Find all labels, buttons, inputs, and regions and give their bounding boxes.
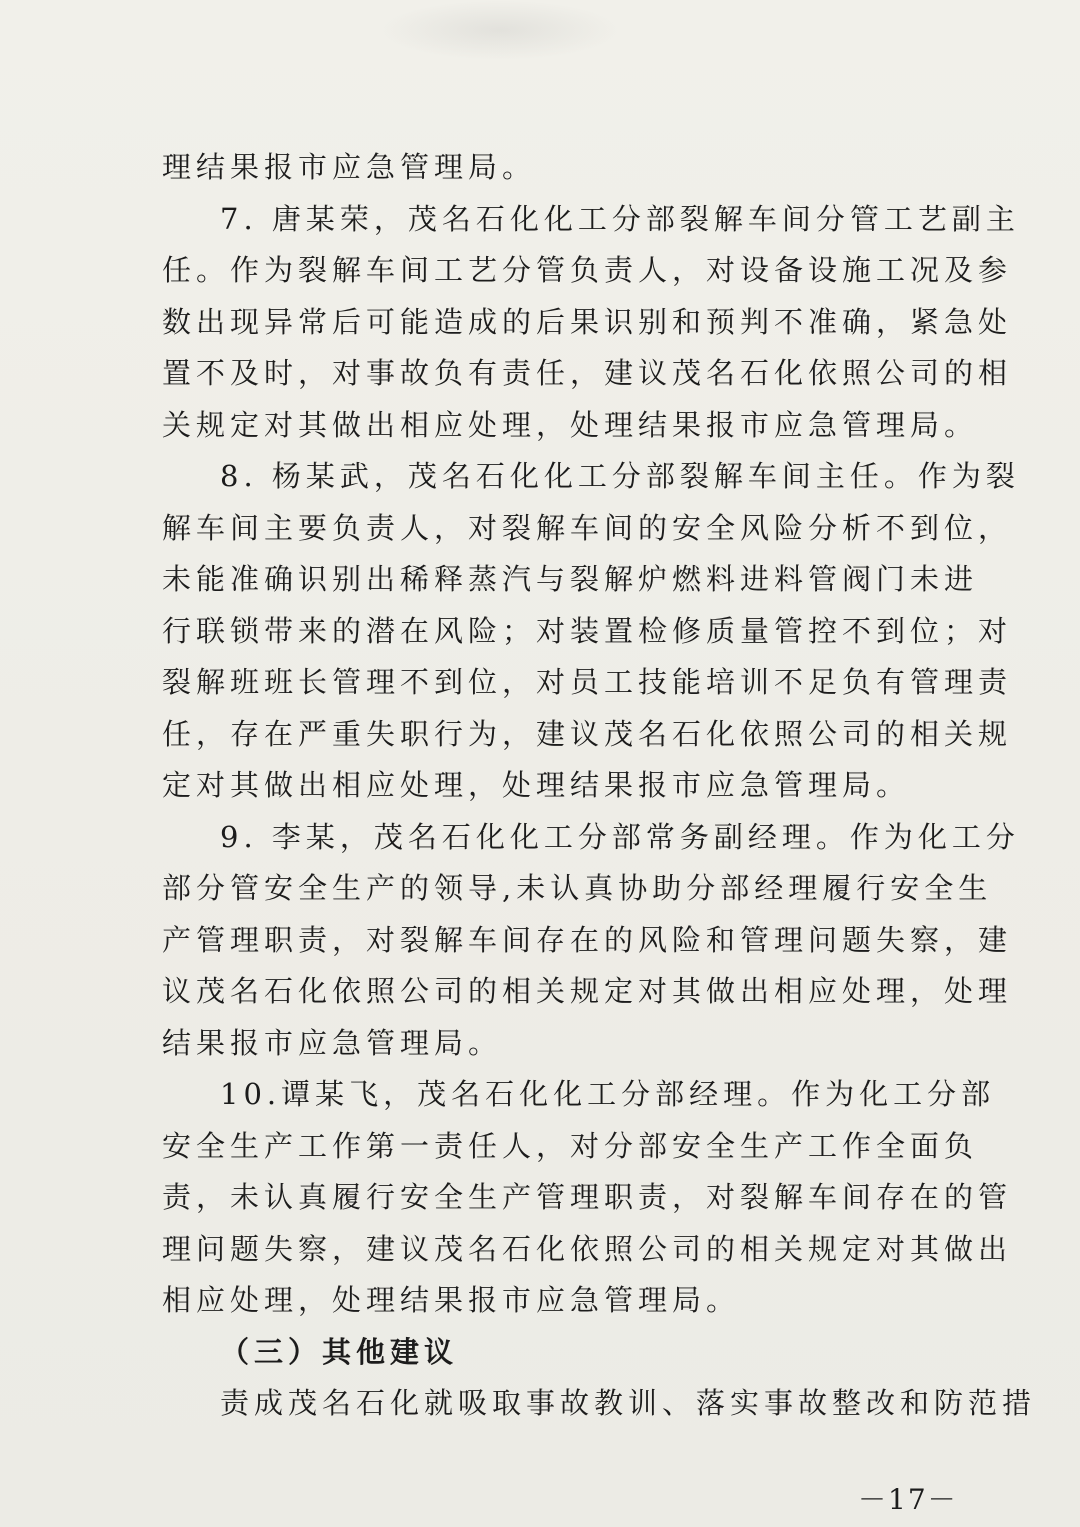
text-line: 责，未认真履行安全生产管理职责，对裂解车间存在的管 — [162, 1180, 1013, 1214]
text-line: 数出现异常后可能造成的后果识别和预判不准确，紧急处 — [162, 304, 1013, 339]
text-line: 任，存在严重失职行为，建议茂名石化依照公司的相关规 — [162, 716, 1013, 751]
text-line: 安全生产工作第一责任人，对分部安全生产工作全面负 — [162, 1128, 979, 1163]
text-line: 任。作为裂解车间工艺分管负责人，对设备设施工况及参 — [162, 253, 1013, 287]
page-number: －17－ — [858, 1483, 958, 1516]
text-line: 9. 李某，茂名石化化工分部常务副经理。作为化工分 — [220, 819, 1020, 854]
body-text — [162, 142, 1037, 1430]
text-line: 8. 杨某武，茂名石化化工分部裂解车间主任。作为裂 — [220, 459, 1020, 493]
text-line: 未能准确识别出稀释蒸汽与裂解炉燃料进料管阀门未进 — [162, 562, 979, 596]
text-line: 10.谭某飞，茂名石化化工分部经理。作为化工分部 — [220, 1077, 996, 1111]
scan-bleed-through — [380, 0, 620, 60]
text-line: 关规定对其做出相应处理，处理结果报市应急管理局。 — [162, 407, 979, 442]
text-line: 相应处理，处理结果报市应急管理局。 — [162, 1283, 741, 1317]
section-heading: （三）其他建议 — [220, 1334, 459, 1369]
text-line: 裂解班班长管理不到位，对员工技能培训不足负有管理责 — [162, 665, 1013, 699]
text-line: 责成茂名石化就吸取事故教训、落实事故整改和防范措 — [220, 1386, 1037, 1420]
text-line: 行联锁带来的潜在风险；对装置检修质量管控不到位；对 — [162, 613, 1013, 648]
text-line: 理结果报市应急管理局。 — [162, 150, 537, 184]
text-line: 部分管安全生产的领导,未认真协助分部经理履行安全生 — [162, 871, 993, 905]
text-line: 结果报市应急管理局。 — [162, 1025, 503, 1060]
text-line: 定对其做出相应处理，处理结果报市应急管理局。 — [162, 768, 911, 802]
text-line: 产管理职责，对裂解车间存在的风险和管理问题失察，建 — [162, 922, 1013, 957]
text-line: 议茂名石化依照公司的相关规定对其做出相应处理，处理 — [162, 974, 1013, 1008]
text-line: 解车间主要负责人，对裂解车间的安全风险分析不到位， — [162, 510, 1013, 545]
text-line: 置不及时，对事故负有责任，建议茂名石化依照公司的相 — [162, 356, 1013, 390]
text-line: 7. 唐某荣，茂名石化化工分部裂解车间分管工艺副主 — [220, 201, 1020, 236]
text-line: 理问题失察，建议茂名石化依照公司的相关规定对其做出 — [162, 1231, 1013, 1266]
